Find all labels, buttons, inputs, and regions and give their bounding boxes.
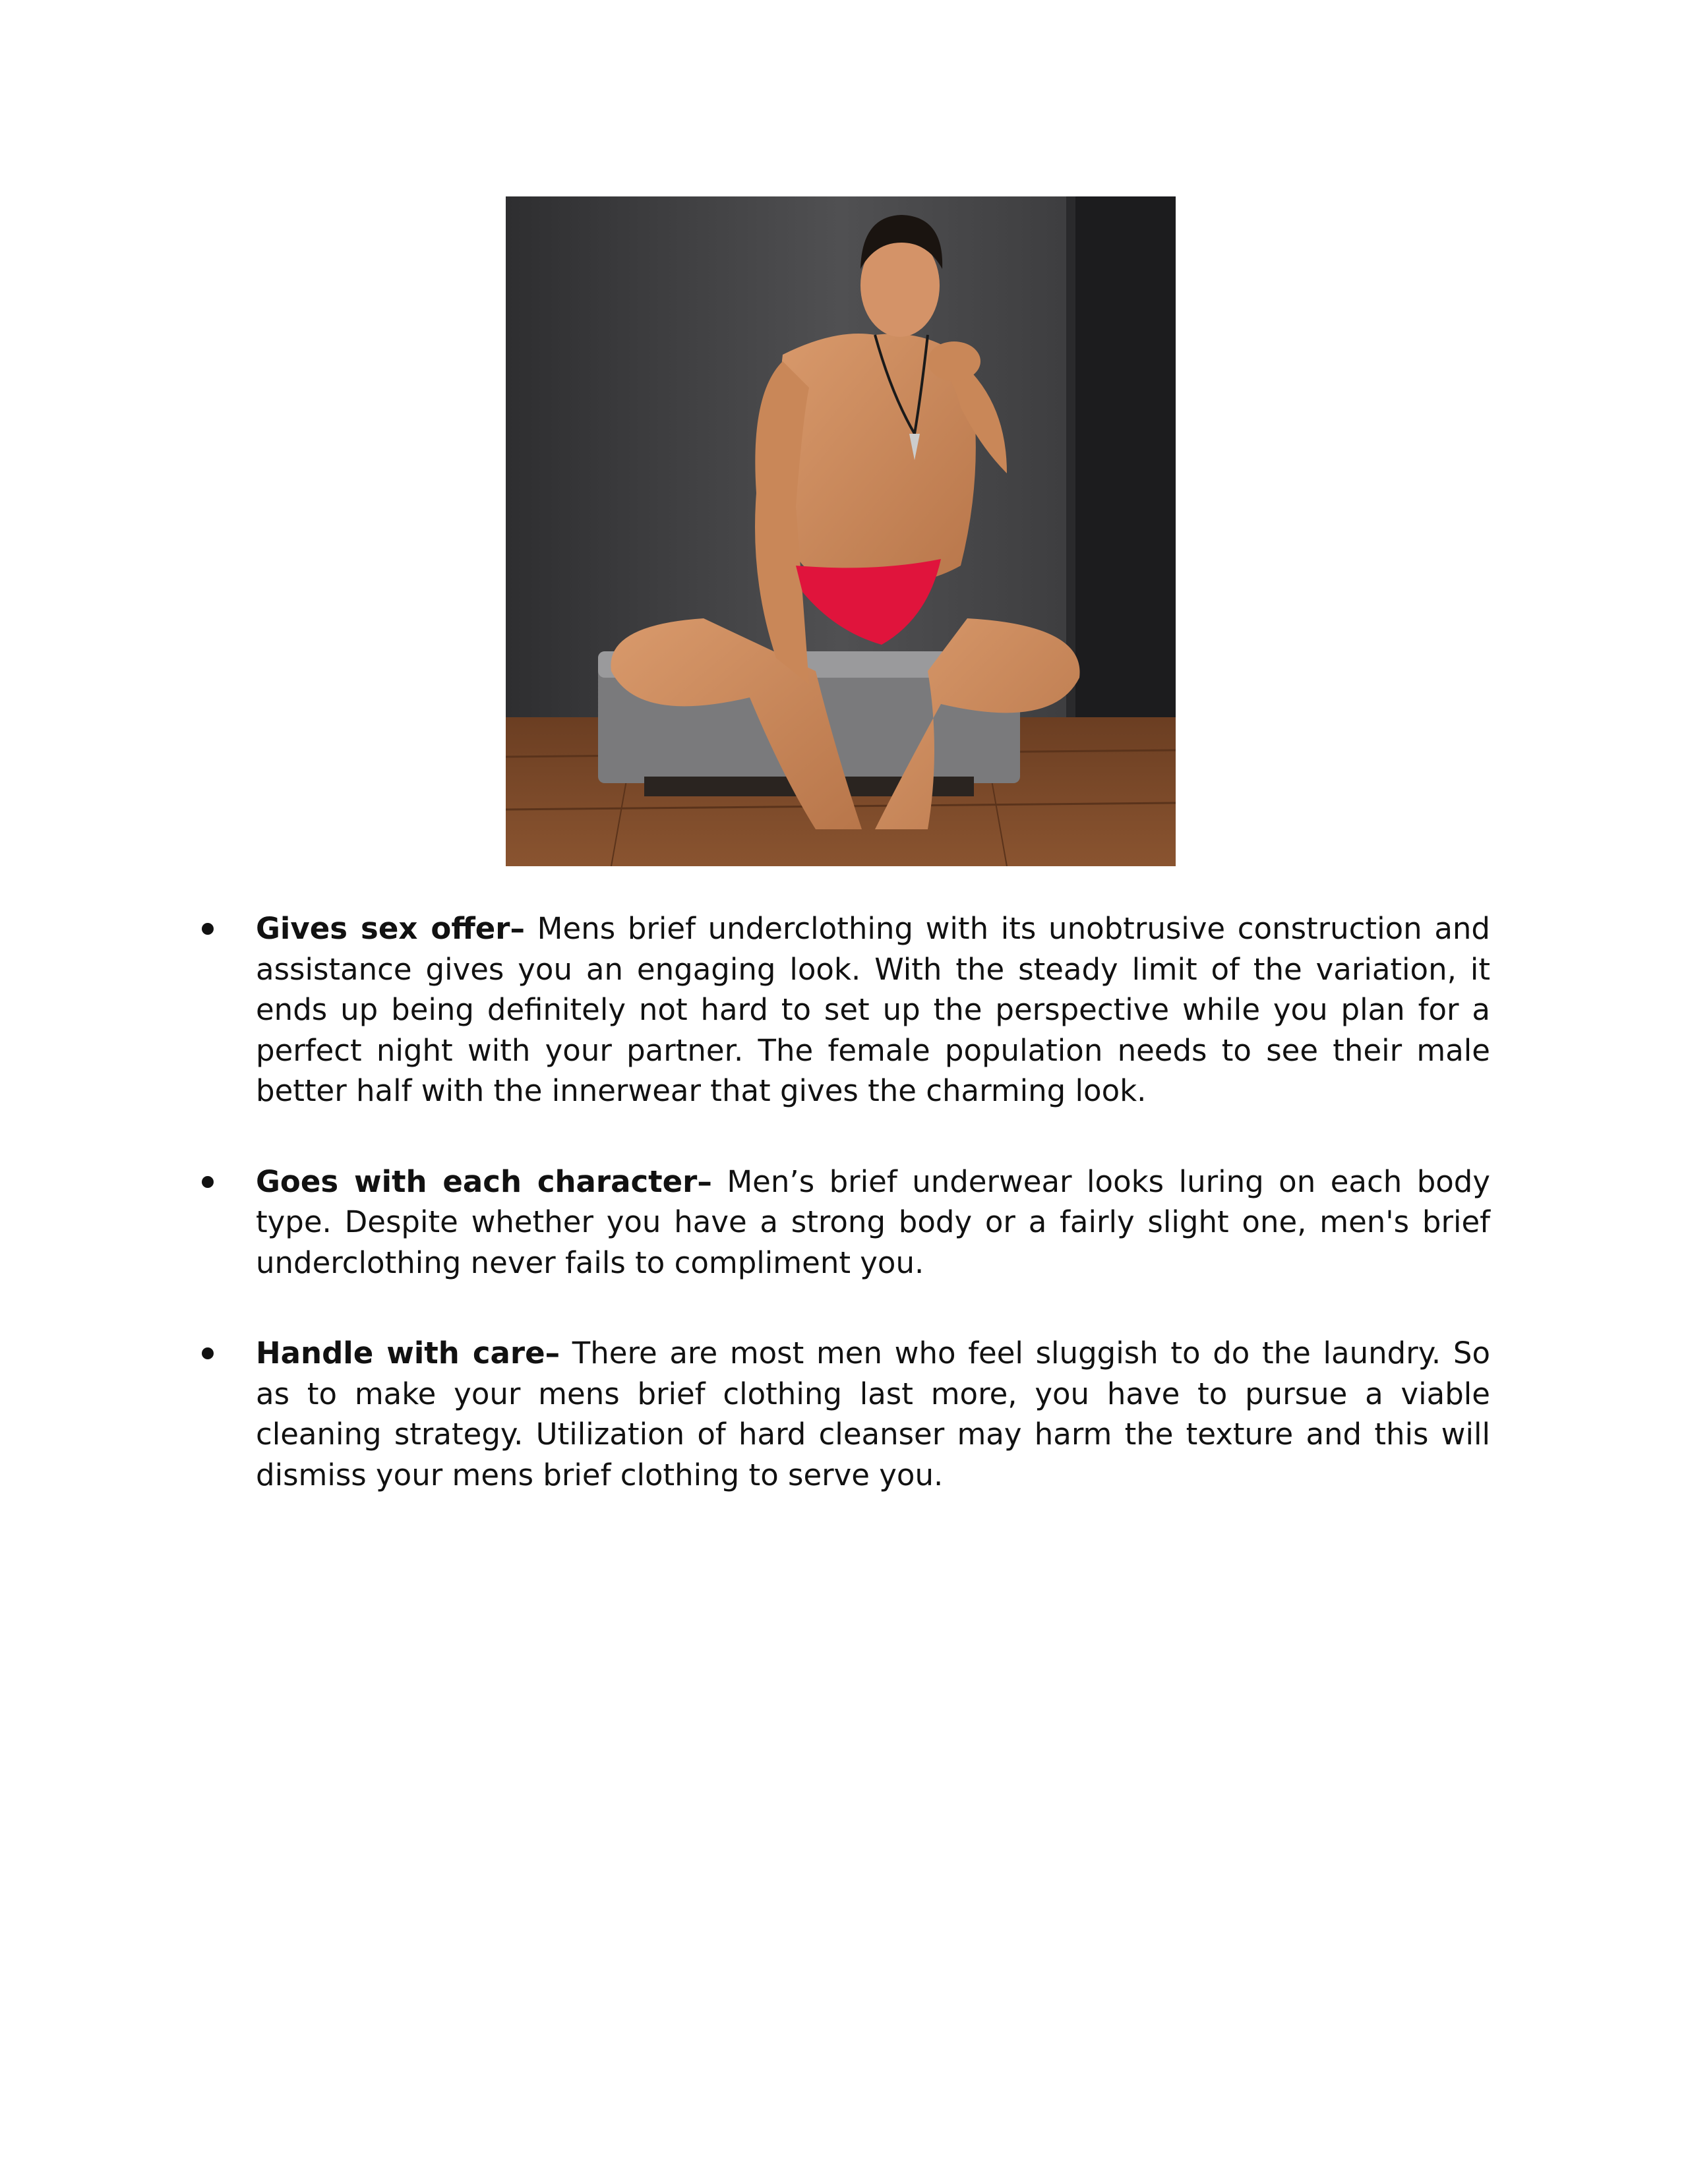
bullet-term: Gives sex offer– [256,911,525,946]
benefits-list [198,908,1490,1545]
bullet-text: Men’s brief underwear looks luring on each body type. Despite whether you have a strong body or a fairly slight one, men's brief underclothing never fails to compliment you. [256,1164,1491,1280]
product-photo [506,196,1176,866]
model-photo-icon [506,196,1176,866]
bullet-text: Mens brief underclothing with its unobtrusive construction and assistance gives you an engaging look. With the steady limit of the variation, it ends up being definitely not hard to set up the perspective while you plan for a perfect night with your partner. The female population needs to see their male better half with the innerwear that gives the charming look. [256,911,1490,1108]
bullet-icon [202,1347,214,1359]
bullet-icon [202,1176,214,1188]
bullet-icon [202,923,214,935]
bullet-term: Handle with care– [256,1336,560,1371]
list-item [198,1333,1490,1495]
list-item [198,908,1490,1111]
bullet-text: There are most men who feel sluggish to do the laundry. So as to make your mens brief clothing last more, you have to pursue a viable cleaning strategy. Utilization of hard cleanser may harm the texture and this will dismiss your mens brief clothing to serve you. [256,1336,1490,1492]
list-item [198,1162,1490,1284]
bullet-term: Goes with each character– [256,1164,712,1199]
